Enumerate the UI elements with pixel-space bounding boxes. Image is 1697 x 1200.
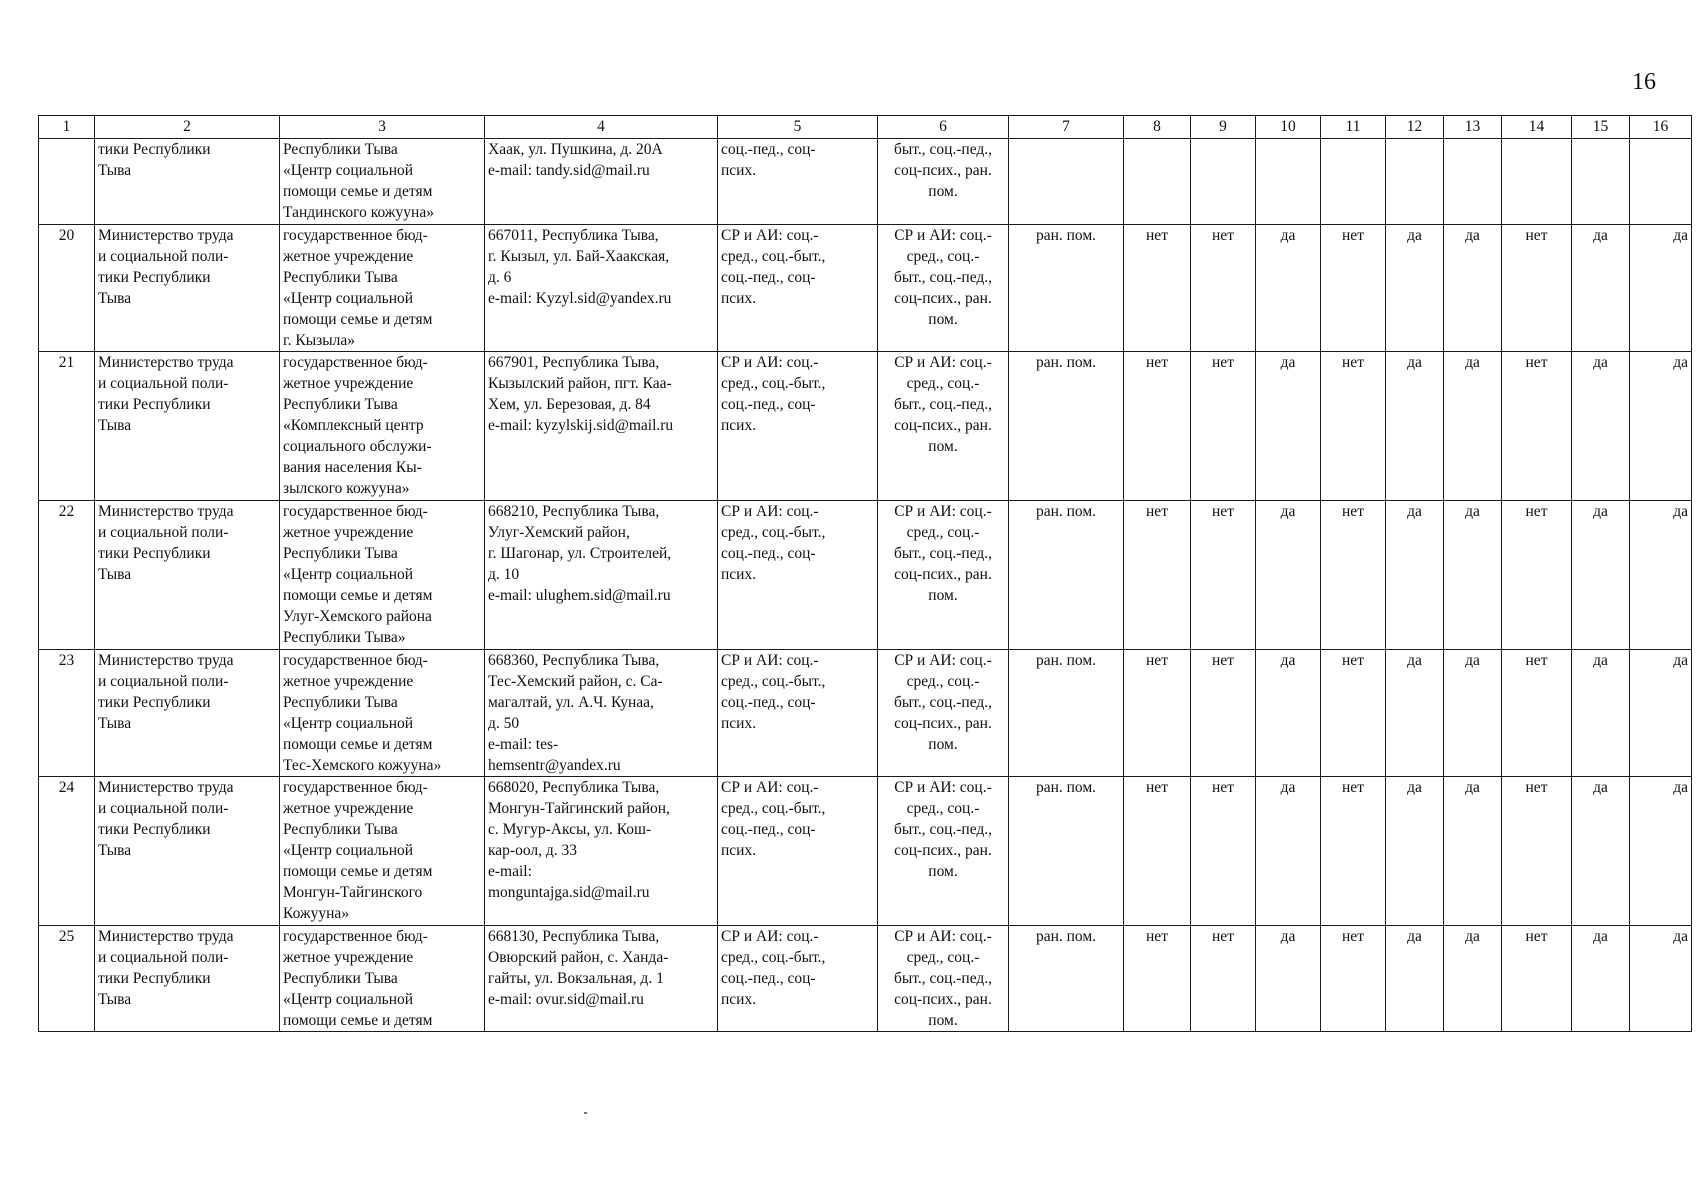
flag-cell-col-13: да: [1444, 225, 1502, 352]
header-cell-col-4: 4: [485, 116, 718, 139]
address-cell: 668360, Республика Тыва, Тес-Хемский район, с. Са- магалтай, ул. А.Ч. Кунаа, д. 50 e-mail: tes- hemsentr@yandex.ru: [485, 650, 718, 777]
flag-cell-col-15: да: [1572, 501, 1630, 650]
services-table: [38, 115, 1692, 1032]
address-cell: 667011, Республика Тыва, г. Кызыл, ул. Бай-Хаакская, д. 6 e-mail: Kyzyl.sid@yandex.ru: [485, 225, 718, 352]
table-row: [39, 650, 1692, 777]
header-cell-col-11: 11: [1321, 116, 1386, 139]
header-cell-col-15: 15: [1572, 116, 1630, 139]
table-row: [39, 926, 1692, 1032]
row-number-cell: 24: [39, 777, 95, 926]
institution-cell: государственное бюд- жетное учреждение Республики Тыва «Центр социальной помощи семье и детям г. Кызыла»: [280, 225, 485, 352]
flag-cell-col-15: да: [1572, 926, 1630, 1032]
table-row: [39, 352, 1692, 501]
address-cell: 668020, Республика Тыва, Монгун-Тайгинский район, с. Мугур-Аксы, ул. Кош- кар-оол, д. 33 e-mail: monguntajga.sid@mail.ru: [485, 777, 718, 926]
services-col6-cell: СР и АИ: соц.- сред., соц.- быт., соц.-пед., соц-псих., ран. пом.: [878, 777, 1009, 926]
services-col6-cell: СР и АИ: соц.- сред., соц.- быт., соц.-пед., соц-псих., ран. пом.: [878, 352, 1009, 501]
services-col5-cell: СР и АИ: соц.- сред., соц.-быт., соц.-пед., соц- псих.: [718, 777, 878, 926]
address-cell: 668130, Республика Тыва, Овюрский район, с. Ханда- гайты, ул. Вокзальная, д. 1 e-mail: ovur.sid@mail.ru: [485, 926, 718, 1032]
header-cell-col-2: 2: [95, 116, 280, 139]
header-row: [39, 116, 1692, 139]
row-number-cell: 22: [39, 501, 95, 650]
header-cell-col-16: 16: [1630, 116, 1692, 139]
table-row: [39, 777, 1692, 926]
services-col6-cell: СР и АИ: соц.- сред., соц.- быт., соц.-пед., соц-псих., ран. пом.: [878, 650, 1009, 777]
table-row: [39, 501, 1692, 650]
flag-cell-col-12: да: [1386, 650, 1444, 777]
flag-cell-col-13: [1444, 139, 1502, 225]
flag-cell-col-11: нет: [1321, 225, 1386, 352]
flag-cell-col-15: да: [1572, 225, 1630, 352]
flag-cell-col-7: [1009, 139, 1124, 225]
flag-cell-col-12: да: [1386, 777, 1444, 926]
ministry-cell: Министерство труда и социальной поли- тики Республики Тыва: [95, 926, 280, 1032]
ministry-cell: Министерство труда и социальной поли- тики Республики Тыва: [95, 777, 280, 926]
flag-cell-col-7: ран. пом.: [1009, 225, 1124, 352]
flag-cell-col-10: [1256, 139, 1321, 225]
institution-cell: государственное бюд- жетное учреждение Республики Тыва «Центр социальной помощи семье и детям: [280, 926, 485, 1032]
flag-cell-col-8: нет: [1124, 501, 1191, 650]
flag-cell-col-12: да: [1386, 225, 1444, 352]
flag-cell-col-12: да: [1386, 501, 1444, 650]
services-col6-cell: СР и АИ: соц.- сред., соц.- быт., соц.-пед., соц-псих., ран. пом.: [878, 225, 1009, 352]
flag-cell-col-10: да: [1256, 650, 1321, 777]
flag-cell-col-10: да: [1256, 777, 1321, 926]
institution-cell: государственное бюд- жетное учреждение Республики Тыва «Центр социальной помощи семье и детям Тес-Хемского кожууна»: [280, 650, 485, 777]
flag-cell-col-11: нет: [1321, 777, 1386, 926]
institution-cell: Республики Тыва «Центр социальной помощи семье и детям Тандинского кожууна»: [280, 139, 485, 225]
flag-cell-col-8: [1124, 139, 1191, 225]
services-col5-cell: соц.-пед., соц- псих.: [718, 139, 878, 225]
flag-cell-col-15: да: [1572, 352, 1630, 501]
row-number-cell: 21: [39, 352, 95, 501]
table-row: [39, 225, 1692, 352]
ministry-cell: Министерство труда и социальной поли- тики Республики Тыва: [95, 352, 280, 501]
flag-cell-col-14: нет: [1502, 777, 1572, 926]
flag-cell-col-14: [1502, 139, 1572, 225]
flag-cell-col-8: нет: [1124, 926, 1191, 1032]
flag-cell-col-12: да: [1386, 352, 1444, 501]
flag-cell-col-9: нет: [1191, 650, 1256, 777]
services-col5-cell: СР и АИ: соц.- сред., соц.-быт., соц.-пед., соц- псих.: [718, 501, 878, 650]
flag-cell-col-8: нет: [1124, 777, 1191, 926]
header-cell-col-13: 13: [1444, 116, 1502, 139]
flag-cell-col-13: да: [1444, 650, 1502, 777]
ministry-cell: Министерство труда и социальной поли- тики Республики Тыва: [95, 225, 280, 352]
ministry-cell: Министерство труда и социальной поли- тики Республики Тыва: [95, 501, 280, 650]
header-cell-col-3: 3: [280, 116, 485, 139]
scan-mark: [584, 1112, 587, 1114]
flag-cell-col-13: да: [1444, 501, 1502, 650]
flag-cell-col-7: ран. пом.: [1009, 501, 1124, 650]
flag-cell-col-14: нет: [1502, 352, 1572, 501]
flag-cell-col-9: нет: [1191, 225, 1256, 352]
flag-cell-col-10: да: [1256, 926, 1321, 1032]
institution-cell: государственное бюд- жетное учреждение Республики Тыва «Комплексный центр социального обслужи- вания населения Кы- зылского кожууна»: [280, 352, 485, 501]
address-cell: Хаак, ул. Пушкина, д. 20А e-mail: tandy.sid@mail.ru: [485, 139, 718, 225]
flag-cell-col-7: ран. пом.: [1009, 650, 1124, 777]
flag-cell-col-13: да: [1444, 926, 1502, 1032]
header-cell-col-10: 10: [1256, 116, 1321, 139]
address-cell: 667901, Республика Тыва, Кызылский район, пгт. Каа- Хем, ул. Березовая, д. 84 e-mail: kyzylskij.sid@mail.ru: [485, 352, 718, 501]
flag-cell-col-12: [1386, 139, 1444, 225]
services-col5-cell: СР и АИ: соц.- сред., соц.-быт., соц.-пед., соц- псих.: [718, 352, 878, 501]
services-col5-cell: СР и АИ: соц.- сред., соц.-быт., соц.-пед., соц- псих.: [718, 926, 878, 1032]
flag-cell-col-13: да: [1444, 352, 1502, 501]
flag-cell-col-16: да: [1630, 926, 1692, 1032]
flag-cell-col-8: нет: [1124, 650, 1191, 777]
header-cell-col-12: 12: [1386, 116, 1444, 139]
flag-cell-col-16: да: [1630, 225, 1692, 352]
services-col5-cell: СР и АИ: соц.- сред., соц.-быт., соц.-пед., соц- псих.: [718, 225, 878, 352]
institution-cell: государственное бюд- жетное учреждение Республики Тыва «Центр социальной помощи семье и детям Улуг-Хемского района Республики Тыва»: [280, 501, 485, 650]
flag-cell-col-16: да: [1630, 352, 1692, 501]
row-number-cell: [39, 139, 95, 225]
flag-cell-col-7: ран. пом.: [1009, 352, 1124, 501]
institution-cell: государственное бюд- жетное учреждение Республики Тыва «Центр социальной помощи семье и детям Монгун-Тайгинского Кожууна»: [280, 777, 485, 926]
flag-cell-col-16: да: [1630, 501, 1692, 650]
ministry-cell: Министерство труда и социальной поли- тики Республики Тыва: [95, 650, 280, 777]
flag-cell-col-11: нет: [1321, 501, 1386, 650]
header-cell-col-1: 1: [39, 116, 95, 139]
flag-cell-col-12: да: [1386, 926, 1444, 1032]
header-cell-col-14: 14: [1502, 116, 1572, 139]
flag-cell-col-8: нет: [1124, 352, 1191, 501]
flag-cell-col-7: ран. пом.: [1009, 777, 1124, 926]
header-cell-col-5: 5: [718, 116, 878, 139]
flag-cell-col-11: нет: [1321, 352, 1386, 501]
flag-cell-col-8: нет: [1124, 225, 1191, 352]
flag-cell-col-10: да: [1256, 225, 1321, 352]
flag-cell-col-9: нет: [1191, 926, 1256, 1032]
ministry-cell: тики Республики Тыва: [95, 139, 280, 225]
flag-cell-col-14: нет: [1502, 650, 1572, 777]
address-cell: 668210, Республика Тыва, Улуг-Хемский район, г. Шагонар, ул. Строителей, д. 10 e-mail: ulughem.sid@mail.ru: [485, 501, 718, 650]
flag-cell-col-9: [1191, 139, 1256, 225]
services-col5-cell: СР и АИ: соц.- сред., соц.-быт., соц.-пед., соц- псих.: [718, 650, 878, 777]
services-col6-cell: СР и АИ: соц.- сред., соц.- быт., соц.-пед., соц-псих., ран. пом.: [878, 501, 1009, 650]
header-cell-col-9: 9: [1191, 116, 1256, 139]
header-cell-col-7: 7: [1009, 116, 1124, 139]
flag-cell-col-15: [1572, 139, 1630, 225]
page-number: 16: [1632, 69, 1656, 95]
header-cell-col-6: 6: [878, 116, 1009, 139]
row-number-cell: 23: [39, 650, 95, 777]
flag-cell-col-14: нет: [1502, 501, 1572, 650]
flag-cell-col-16: да: [1630, 650, 1692, 777]
table-header: [39, 116, 1692, 139]
flag-cell-col-10: да: [1256, 352, 1321, 501]
flag-cell-col-15: да: [1572, 650, 1630, 777]
flag-cell-col-11: нет: [1321, 926, 1386, 1032]
flag-cell-col-9: нет: [1191, 352, 1256, 501]
flag-cell-col-11: нет: [1321, 650, 1386, 777]
services-col6-cell: быт., соц.-пед., соц-псих., ран. пом.: [878, 139, 1009, 225]
flag-cell-col-7: ран. пом.: [1009, 926, 1124, 1032]
services-col6-cell: СР и АИ: соц.- сред., соц.- быт., соц.-пед., соц-псих., ран. пом.: [878, 926, 1009, 1032]
header-cell-col-8: 8: [1124, 116, 1191, 139]
row-number-cell: 20: [39, 225, 95, 352]
table-row: [39, 139, 1692, 225]
flag-cell-col-9: нет: [1191, 777, 1256, 926]
flag-cell-col-14: нет: [1502, 926, 1572, 1032]
flag-cell-col-13: да: [1444, 777, 1502, 926]
flag-cell-col-14: нет: [1502, 225, 1572, 352]
flag-cell-col-16: да: [1630, 777, 1692, 926]
table-body: [39, 139, 1692, 1032]
flag-cell-col-16: [1630, 139, 1692, 225]
flag-cell-col-15: да: [1572, 777, 1630, 926]
flag-cell-col-9: нет: [1191, 501, 1256, 650]
row-number-cell: 25: [39, 926, 95, 1032]
flag-cell-col-10: да: [1256, 501, 1321, 650]
flag-cell-col-11: [1321, 139, 1386, 225]
